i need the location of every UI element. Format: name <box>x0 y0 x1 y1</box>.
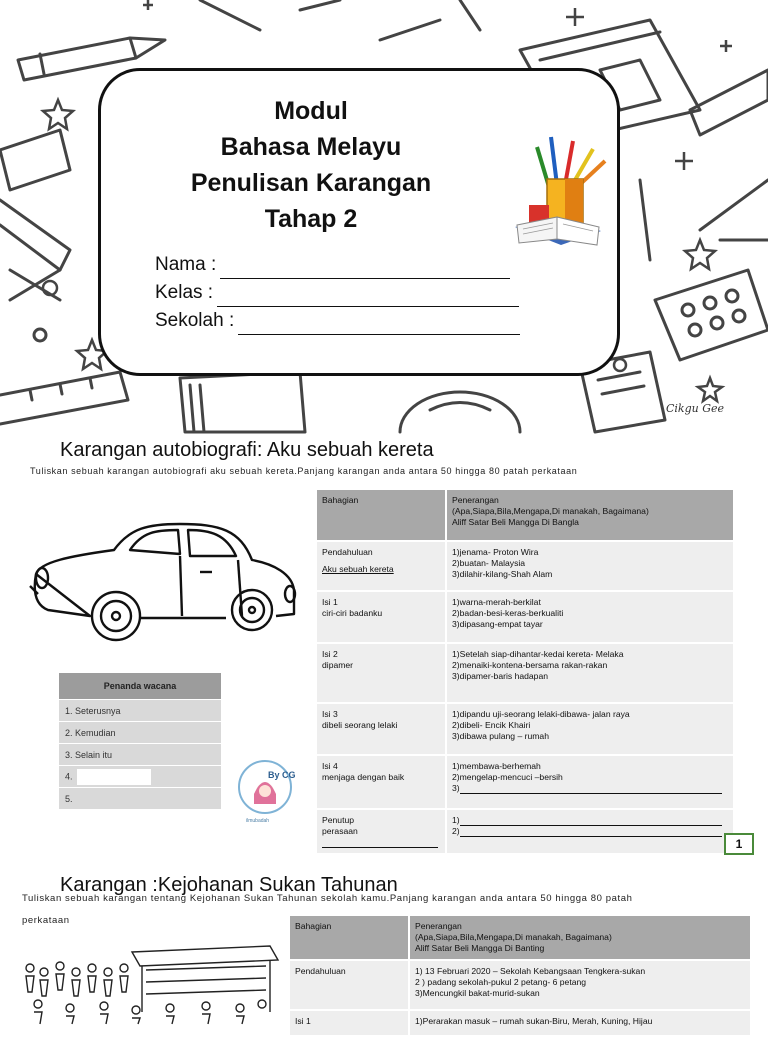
part-line: menjaga dengan baik <box>322 772 405 782</box>
answer-blank[interactable] <box>460 785 722 794</box>
row-points <box>447 810 735 853</box>
school-field[interactable] <box>155 307 520 335</box>
table-row <box>317 592 735 642</box>
avatar <box>240 762 296 812</box>
table-row <box>290 961 752 1009</box>
penanda-item: 3. Selain itu <box>59 744 221 765</box>
part-line: Isi 4 <box>322 761 338 771</box>
field-label: Kelas : <box>155 282 214 303</box>
row-points <box>410 1011 752 1035</box>
student-fields <box>155 251 520 335</box>
table-header-row <box>290 916 752 959</box>
stationery-illustration <box>509 127 614 252</box>
penanda-wacana-box <box>59 672 221 810</box>
part-line: perasaan <box>322 826 358 836</box>
page2-instruction-line2: perkataan <box>22 915 70 926</box>
row-points <box>447 542 735 590</box>
page-number: 1 <box>724 833 754 855</box>
page2-title: Karangan :Kejohanan Sukan Tahunan <box>60 874 398 896</box>
row-part <box>317 542 447 590</box>
author-signature: Cikgu Gee <box>666 402 725 415</box>
point: 1)dipandu uji-seorang lelaki-dibawa- jalan raya <box>452 709 630 719</box>
point: 1)Perarakan masuk – rumah sukan-Biru, Merah, Kuning, Hijau <box>415 1016 653 1026</box>
header-penerangan <box>410 916 752 959</box>
module-title <box>101 93 521 237</box>
header-penerangan <box>447 490 735 540</box>
page1-title: Karangan autobiografi: Aku sebuah kereta <box>60 439 434 461</box>
point: 2)menaiki-kontena-bersama rakan-rakan <box>452 660 608 670</box>
row-part: Pendahuluan <box>290 961 410 1009</box>
part-line: ciri-ciri badanku <box>322 608 383 618</box>
header-line: Penerangan <box>415 921 462 931</box>
answer-blank[interactable] <box>460 817 722 826</box>
name-field[interactable] <box>155 251 520 279</box>
field-label: Nama : <box>155 254 217 275</box>
penanda-item: 5. <box>59 788 221 809</box>
table-row <box>317 756 735 808</box>
answer-blank[interactable] <box>322 839 438 848</box>
sports-day-illustration <box>20 942 282 1024</box>
title-line: Tahap 2 <box>264 205 358 233</box>
point: 2)dibeli- Encik Khairi <box>452 720 531 730</box>
row-part <box>317 756 447 808</box>
table-row <box>317 644 735 702</box>
part-line: dibeli seorang lelaki <box>322 720 398 730</box>
answer-blank-row[interactable] <box>452 815 728 826</box>
part-line: Isi 2 <box>322 649 338 659</box>
cover-page <box>0 0 768 432</box>
page1-outline-table <box>317 488 735 855</box>
penanda-item-4 <box>59 766 221 787</box>
row-points <box>447 704 735 754</box>
header-line: Aliff Satar Beli Mangga Di Banting <box>415 943 545 953</box>
point: 2)mengelap-mencuci –bersih <box>452 772 563 782</box>
badge-text: By CG <box>268 770 296 780</box>
point: 2 ) padang sekolah-pukul 2 petang- 6 petang <box>415 977 587 987</box>
field-label: Sekolah : <box>155 310 235 331</box>
row-points <box>447 592 735 642</box>
title-line: Penulisan Karangan <box>190 169 432 197</box>
book-icon <box>180 372 305 432</box>
page2-outline-table <box>290 914 752 1037</box>
class-blank[interactable] <box>217 287 519 307</box>
answer-blank-row[interactable] <box>452 826 728 837</box>
star-icon <box>698 378 722 401</box>
ruler-icon <box>0 372 128 424</box>
point: 1)Setelah siap-dihantar-kedai kereta- Melaka <box>452 649 624 659</box>
table-header-row <box>317 490 735 540</box>
header-line: (Apa,Siapa,Bila,Mengapa,Di manakah, Bagaimana) <box>452 506 649 516</box>
class-field[interactable] <box>155 279 520 307</box>
header-line: Aliff Satar Beli Mangga Di Bangla <box>452 517 579 527</box>
cg-badge <box>238 760 296 814</box>
penanda-item: 1. Seterusnya <box>59 700 221 721</box>
part-line: dipamer <box>322 660 354 670</box>
badge-caption: ilmubadah <box>246 818 270 824</box>
answer-blank[interactable] <box>460 828 722 837</box>
point: 3)dilahir-kilang-Shah Alam <box>452 569 553 579</box>
point: 2)badan-besi-keras-berkualiti <box>452 608 564 618</box>
point: 1) 13 Februari 2020 – Sekolah Kebangsaan Tengkera-sukan <box>415 966 646 976</box>
row-part <box>317 592 447 642</box>
part-line: Isi 1 <box>322 597 338 607</box>
penanda-answer-box[interactable] <box>77 769 151 785</box>
page1-instruction: Tuliskan sebuah karangan autobiografi aku sebuah kereta.Panjang karangan anda antara 50 hingga 80 patah perkataan <box>30 466 578 476</box>
point: 1)jenama- Proton Wira <box>452 547 539 557</box>
point: 3)Mencungkil bakat-murid-sukan <box>415 988 540 998</box>
point: 1)warna-merah-berkilat <box>452 597 541 607</box>
penanda-label: 4. <box>65 770 73 781</box>
header-bahagian: Bahagian <box>317 490 447 540</box>
row-points <box>447 756 735 808</box>
part-line: Aku sebuah kereta <box>322 564 394 574</box>
row-part <box>317 810 447 853</box>
car-icon <box>30 516 300 650</box>
row-points <box>447 644 735 702</box>
title-line: Bahasa Melayu <box>220 133 402 161</box>
page2-instruction-line1: Tuliskan sebuah karangan tentang Kejohanan Sukan Tahunan sekolah kamu.Panjang karangan anda antara 50 hingga 80 patah <box>22 893 633 904</box>
ruler-icon <box>690 70 768 135</box>
pencil-icon <box>0 130 70 270</box>
row-part <box>317 704 447 754</box>
title-card <box>98 68 620 376</box>
row-points <box>410 961 752 1009</box>
point: 3)dipasang-empat tayar <box>452 619 543 629</box>
calculator-icon <box>655 270 768 360</box>
table-row <box>317 542 735 590</box>
table-row <box>290 1011 752 1035</box>
name-blank[interactable] <box>220 259 510 279</box>
part-line: Isi 3 <box>322 709 338 719</box>
point: 1)membawa-berhemah <box>452 761 541 771</box>
point: 3)dibawa pulang – rumah <box>452 731 549 741</box>
header-bahagian: Bahagian <box>290 916 410 959</box>
point: 1) <box>452 815 460 825</box>
table-row <box>317 810 735 853</box>
table-row <box>317 704 735 754</box>
point: 2) <box>452 826 460 836</box>
point: 3)dipamer-baris hadapan <box>452 671 549 681</box>
row-part: Isi 1 <box>290 1011 410 1035</box>
answer-blank-row[interactable] <box>452 783 728 794</box>
penanda-item: 2. Kemudian <box>59 722 221 743</box>
point: 3) <box>452 783 460 793</box>
part-line: Penutup <box>322 815 355 825</box>
row-part <box>317 644 447 702</box>
globe-icon <box>400 392 520 432</box>
penanda-header: Penanda wacana <box>59 673 221 699</box>
header-line: Penerangan <box>452 495 499 505</box>
star-icon <box>43 100 73 129</box>
point: 2)buatan- Malaysia <box>452 558 526 568</box>
school-blank[interactable] <box>238 315 520 335</box>
part-line: Pendahuluan <box>322 547 373 557</box>
title-line: Modul <box>274 97 348 125</box>
star-icon <box>685 240 715 269</box>
header-line: (Apa,Siapa,Bila,Mengapa,Di manakah, Bagaimana) <box>415 932 612 942</box>
